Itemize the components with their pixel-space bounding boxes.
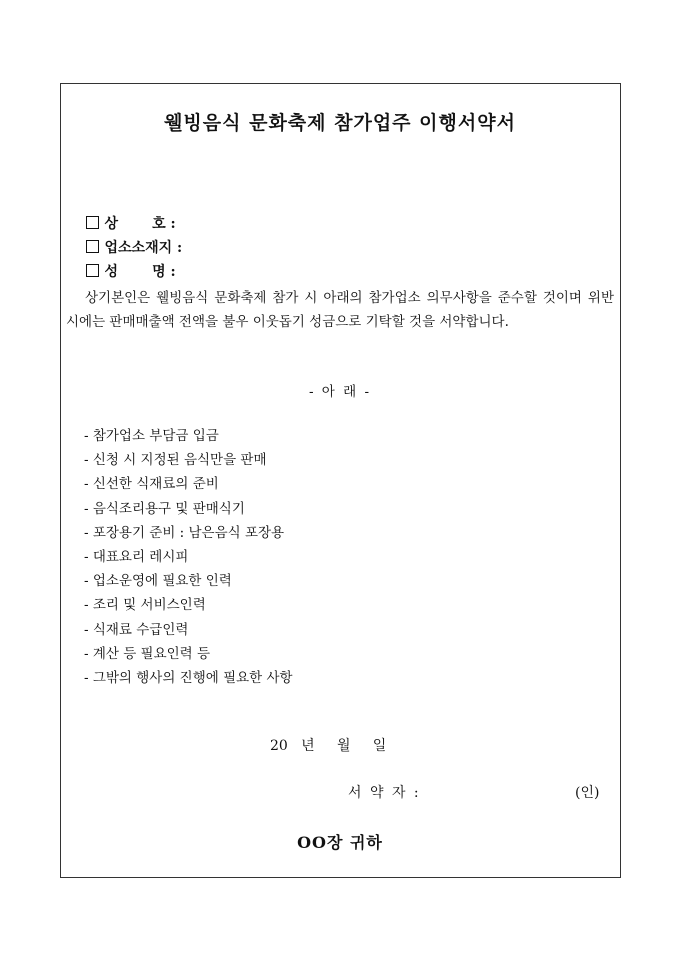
- list-item: - 포장용기 준비 : 남은음식 포장용: [84, 524, 285, 541]
- list-item: - 업소운영에 필요한 인력: [84, 573, 232, 590]
- section-heading: - 아 래 -: [308, 384, 372, 400]
- seal-mark: (인): [575, 785, 600, 801]
- document-title: 웰빙음식 문화축제 참가업주 이행서약서: [164, 112, 516, 134]
- list-item: - 대표요리 레시피: [84, 548, 189, 565]
- checkbox-icon: [86, 264, 99, 277]
- list-item: - 신청 시 지정된 음식만을 판매: [84, 452, 267, 469]
- recipient-line: OO장 귀하: [297, 833, 383, 852]
- signatory-label: 서 약 자 :: [348, 785, 421, 801]
- checkbox-icon: [86, 216, 99, 229]
- checkbox-icon: [86, 240, 99, 253]
- info-fields: [66, 188, 183, 280]
- list-item: - 계산 등 필요인력 등: [84, 645, 211, 662]
- list-item: - 신선한 식재료의 준비: [84, 476, 219, 493]
- field-label: 성 명 :: [104, 264, 176, 280]
- pledge-paragraph: 상기본인은 웰빙음식 문화축제 참가 시 아래의 참가업소 의무사항을 준수할 것이며 위반 시에는 판매매출액 전액을 불우 이웃돕기 성금으로 기탁할 것을 서약합니다.: [66, 290, 614, 330]
- date-line: 20 년 월 일: [270, 738, 387, 754]
- list-item: - 그밖의 행사의 진행에 필요한 사항: [84, 669, 293, 686]
- field-label: 상 호 :: [104, 216, 176, 232]
- field-label: 업소소재지 :: [104, 240, 183, 256]
- field-business-name: [66, 188, 182, 232]
- list-item: - 참가업소 부담금 입금: [84, 428, 219, 444]
- obligation-list: [84, 424, 293, 690]
- list-item: - 식재료 수급인력: [84, 621, 189, 638]
- list-item: - 음식조리용구 및 판매식기: [84, 500, 245, 517]
- list-item: - 조리 및 서비스인력: [84, 597, 206, 614]
